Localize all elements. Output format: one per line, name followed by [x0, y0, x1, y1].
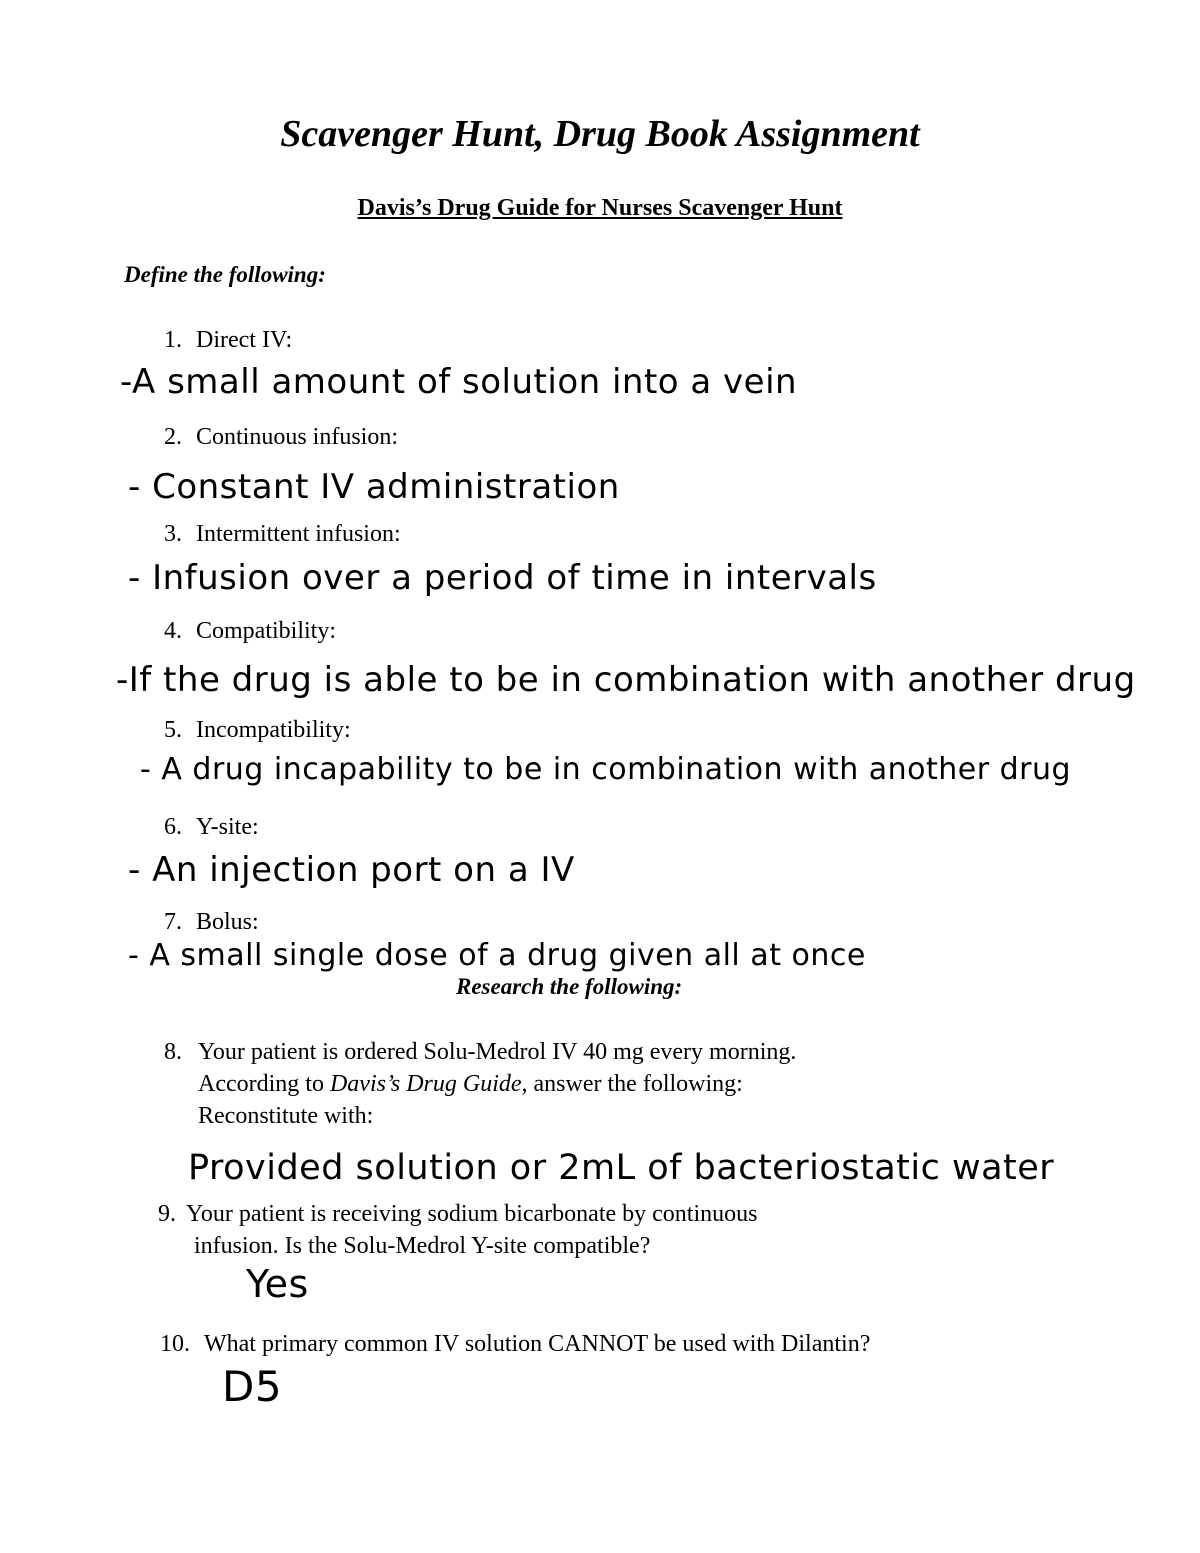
question-2 — [164, 421, 398, 453]
question-number: 5. — [164, 717, 182, 743]
question-number: 9. — [158, 1201, 176, 1227]
question-3 — [164, 518, 401, 550]
question-label: Y-site: — [196, 814, 259, 840]
question-label: Compatibility: — [196, 618, 337, 644]
question-8-line-3: Reconstitute with: — [198, 1103, 374, 1129]
handwritten-answer-2: - Constant IV administration — [128, 467, 620, 507]
page-subtitle: Davis’s Drug Guide for Nurses Scavenger Hunt — [357, 195, 843, 221]
question-8-line-1: Your patient is ordered Solu-Medrol IV 40 mg every morning. — [198, 1039, 797, 1065]
question-9-line-2: infusion. Is the Solu-Medrol Y-site compatible? — [194, 1233, 651, 1259]
define-heading: Define the following: — [124, 262, 326, 287]
question-5 — [164, 714, 351, 746]
question-number: 7. — [164, 909, 182, 935]
question-10-line-1: What primary common IV solution CANNOT be used with Dilantin? — [204, 1331, 871, 1357]
question-number: 3. — [164, 521, 182, 547]
question-label: Incompatibility: — [196, 717, 351, 743]
handwritten-answer-10: D5 — [222, 1362, 283, 1411]
handwritten-answer-7: - A small single dose of a drug given all at once — [128, 938, 866, 973]
handwritten-answer-8: Provided solution or 2mL of bacteriostatic water — [188, 1148, 1055, 1188]
handwritten-answer-5: - A drug incapability to be in combination with another drug — [140, 752, 1072, 787]
handwritten-answer-4: -If the drug is able to be in combination with another drug — [116, 660, 1136, 700]
page-title: Scavenger Hunt, Drug Book Assignment — [280, 113, 920, 155]
question-number: 6. — [164, 814, 182, 840]
handwritten-answer-6: - An injection port on a IV — [128, 850, 575, 890]
question-8-line-2-suffix: , answer the following: — [521, 1071, 743, 1097]
research-heading: Research the following: — [456, 974, 683, 999]
handwritten-answer-3: - Infusion over a period of time in intervals — [128, 558, 877, 598]
question-label: Bolus: — [196, 909, 259, 935]
question-number: 8. — [164, 1039, 182, 1065]
question-10 — [160, 1328, 870, 1360]
question-4 — [164, 615, 336, 647]
drug-guide-title: Davis’s Drug Guide — [329, 1071, 522, 1097]
question-label: Intermittent infusion: — [196, 521, 401, 547]
question-number: 1. — [164, 327, 182, 353]
question-number: 4. — [164, 618, 182, 644]
question-number: 2. — [164, 424, 182, 450]
handwritten-answer-9: Yes — [246, 1262, 309, 1306]
question-label: Direct IV: — [196, 327, 293, 353]
question-9 — [158, 1198, 757, 1262]
question-number: 10. — [160, 1331, 190, 1357]
question-1 — [164, 324, 292, 356]
question-label: Continuous infusion: — [196, 424, 399, 450]
question-8-line-2-prefix: According to — [198, 1071, 330, 1097]
question-6 — [164, 811, 259, 843]
question-7 — [164, 906, 259, 938]
question-9-line-1: Your patient is receiving sodium bicarbonate by continuous — [186, 1201, 758, 1227]
question-8 — [164, 1036, 796, 1132]
handwritten-answer-1: -A small amount of solution into a vein — [120, 362, 798, 402]
